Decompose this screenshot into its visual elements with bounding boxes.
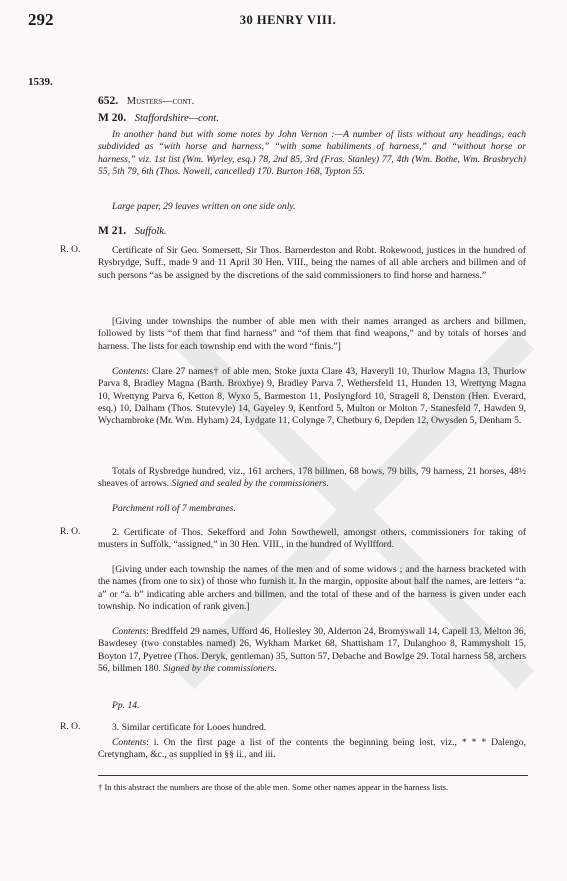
contents-text: : Bredffeld 29 names, Ufford 46, Hollesley 30, Alderton 24, Bromyswall 14, Capell 13, Melton 36, Bawdesey (two constables named) 26, Wykham Market 68, Shattisham 17, Dulanghoo 8, Rammysholt 15, Boyton 17, Pyetree (Thos. Deryk, gentleman) 35, Sutton 57, Debache and Bowlge 29. Total harness 58, archers 56, billmen 180. (98, 626, 526, 674)
subhead-place: Staffordshire—cont. (134, 113, 219, 124)
margin-ro: R. O. (60, 527, 81, 537)
signed-note: Signed by the commissioners. (163, 662, 277, 674)
totals-text: Totals of Rysbredge hundred, viz., 161 archers, 178 billmen, 68 bows, 79 bills, 79 harness, 21 horses, 48½ sheaves of arrows. (98, 466, 526, 490)
footnote: † In this abstract the numbers are those of the able men. Some other names appear in the harness lists. (98, 782, 449, 792)
signed-note: Signed and sealed by the commissioners. (171, 478, 329, 490)
subhead-place: Suffolk. (134, 226, 167, 237)
paragraph-totals (98, 466, 526, 491)
margin-ro: R. O. (60, 722, 81, 732)
paragraph-note: Large paper, 29 leaves written on one side only. (112, 201, 296, 212)
paragraph: [Giving under each township the names of the men and of some widows ; and the harness bracketed with the names (from one to six) of those who furnish it. In the margin, opposite about half the names, are letters “a. a” or “a. b” indicating able archers and billmen, and the total of these and of the harness is given under each township. No indication of rank given.] (98, 564, 526, 612)
paragraph-contents (98, 737, 526, 762)
paragraph-note: Pp. 14. (112, 700, 140, 711)
subhead-id: M 20. (98, 112, 127, 124)
paragraph-note: Parchment roll of 7 membranes. (112, 503, 236, 514)
contents-label: Contents (112, 626, 147, 637)
subhead-m21 (98, 225, 167, 237)
paragraph-contents (98, 626, 526, 675)
subhead-id: M 21. (98, 225, 127, 237)
paragraph-contents (98, 366, 526, 427)
contents-label: Contents (112, 737, 147, 748)
subhead-m20 (98, 112, 219, 124)
footnote-rule (98, 775, 528, 776)
contents-text: : Clare 27 names† of able men, Stoke juxta Clare 43, Haveryll 10, Thurlow Magna 13, Thurlow Parva 8, Bradley Magna (Barth. Broxbye) 9, Bradley Parva 7, Wethersfeld 11, Hunden 13, Wrettyng Magna 10, Wrettyng Parva 6, Ketton 8, Wyxo 5, Barmeston 11, Poslyngford 10, Stragell 8, Denston (Hen. Everard, esq.) 10, Dalham (Thos. Stutevyle) 14, Gayeley 9, Kentford 5, Multon or Molton 7, Stanesfeld 7, Hawden 9, Wychambroke (Mr. Wm. Hyham) 24, Lydgate 11, Colynge 7, Chetbury 6, Depden 12, Owysden 5, Denham 5. (98, 366, 526, 427)
paragraph: 2. Certificate of Thos. Sekefford and John Sowthewell, amongst others, commissioners for taking of musters in Suffolk, “assigned,” in 30 Hen. VIII., in the hundred of Wyllfford. (98, 527, 526, 551)
paragraph: 3. Similar certificate for Looes hundred. (112, 722, 267, 733)
entry-heading (98, 95, 194, 107)
page-number: 292 (28, 10, 54, 29)
paragraph: In another hand but with some notes by John Vernon :—A number of lists without any headings, each subdivided as “with horse and harness,” “with some habiliments of harness,” and “without horse or harness,” viz. 1st list (Wm. Wyrley, esq.) 78, 2nd 85, 3rd (Fras. Stanley) 77, 4th (Wm. Bothe, Wm. Brasbrych) 55, 5th 79, 6th (Thos. Nowell, cancelled) 170. Burton 168, Typton 55. (98, 129, 526, 177)
contents-label: Contents (112, 366, 147, 377)
entry-number: 652. (98, 95, 119, 107)
contents-text: : i. On the first page a list of the contents the beginning being lost, viz., * * * Dalengo, Cretyngham, &c., as supplied in §§ ii., and iii. (98, 737, 526, 761)
running-head: 30 HENRY VIII. (239, 13, 337, 27)
year-label: 1539. (28, 76, 53, 88)
paragraph: Certificate of Sir Geo. Somersett, Sir Thos. Barnerdeston and Robt. Rokewood, justices in the hundred of Rysbrydge, Suff., made 9 and 11 April 30 Hen. VIII., being the names of all able archers and billmen and of such persons “as be assigned by the discretions of the said commissioners to find horse and harness.” (98, 245, 526, 281)
margin-ro: R. O. (60, 245, 81, 255)
page-header (28, 10, 548, 40)
paragraph: [Giving under townships the number of able men with their names arranged as archers and billmen, followed by lists “of them that find harness” and “of them that find weapons,” and by totals of horses and harness. The lists for each township end with the word “finis.”] (98, 316, 526, 352)
entry-title: Musters—cont. (126, 96, 195, 107)
